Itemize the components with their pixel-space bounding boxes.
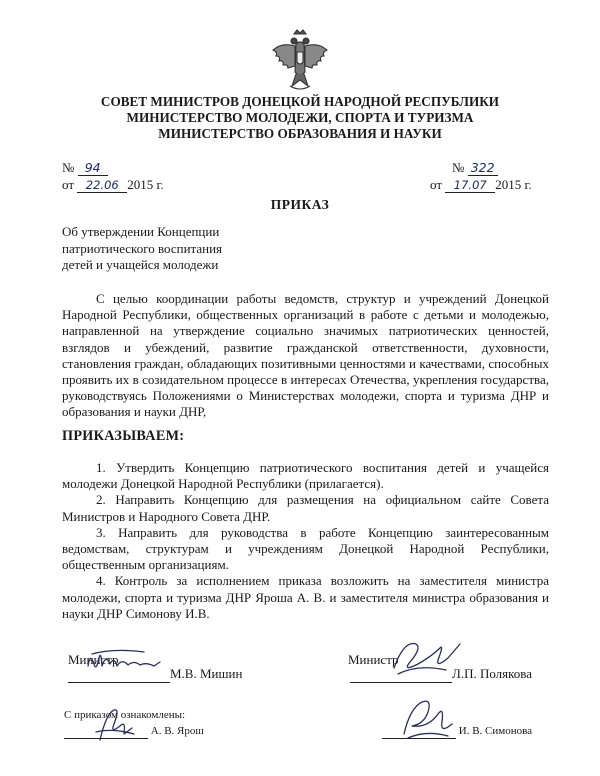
document-title: ПРИКАЗ xyxy=(270,197,330,212)
subject-line: патриотического воспитания xyxy=(62,240,223,256)
header-line-council: СОВЕТ МИНИСТРОВ ДОНЕЦКОЙ НАРОДНОЙ РЕСПУБЛИКИ xyxy=(100,94,500,109)
acknowledgement-label: С приказом ознакомлены: xyxy=(64,709,186,721)
right-signatory-name: Л.П. Полякова xyxy=(452,666,533,681)
right-handwritten-signature xyxy=(388,634,468,680)
orders-heading: ПРИКАЗЫВАЕМ: xyxy=(62,428,185,444)
header-line-youth-ministry: МИНИСТЕРСТВО МОЛОДЕЖИ, СПОРТА И ТУРИЗМА xyxy=(126,110,474,125)
order-item: 2. Направить Концепцию для размещения на официальном сайте Совета Министров и Народного Совета ДНР. xyxy=(62,492,549,524)
header-line-education-ministry: МИНИСТЕРСТВО ОБРАЗОВАНИЯ И НАУКИ xyxy=(158,126,442,141)
order-item: 4. Контроль за исполнением приказа возложить на заместителя министра молодежи, спорта и туризма ДНР Яроша А. В. и заместителя министра образования и науки ДНР Симонову И.В. xyxy=(62,573,549,621)
preamble xyxy=(62,291,549,421)
right-order-number-value: 322 xyxy=(468,161,498,176)
issuing-authority-header xyxy=(40,94,560,142)
ack-left-name: А. В. Ярош xyxy=(150,725,204,737)
left-order-date-value: 22.06 xyxy=(77,178,127,193)
ack-left-handwritten-signature xyxy=(92,704,142,746)
subject-line: детей и учащейся молодежи xyxy=(62,257,219,272)
order-subject xyxy=(62,224,222,274)
left-handwritten-signature xyxy=(84,644,174,678)
right-signatory-title: Министр xyxy=(348,652,399,667)
ack-right-handwritten-signature xyxy=(398,694,458,744)
order-items xyxy=(62,460,549,622)
left-order-number-value: 94 xyxy=(78,161,108,176)
subject-line: Об утверждении Концепции xyxy=(62,224,220,239)
left-order-number: № 94 xyxy=(62,159,108,176)
coat-of-arms-emblem xyxy=(270,28,330,96)
order-item: 3. Направить для руководства в работе Концепцию заинтересованным ведомствам, структурам и учреждениям Донецкой Народной Республики, общественным организациям. xyxy=(62,524,549,573)
right-order-date-value: 17.07 xyxy=(445,178,495,193)
order-item: 1. Утвердить Концепцию патриотического воспитания детей и учащейся молодежи Донецкой Народной Республики (прилагается). xyxy=(62,460,549,492)
left-order-date: от 22.06 2015 г. xyxy=(62,177,164,192)
left-signatory-title: Министр xyxy=(68,652,119,667)
ack-right-name: И. В. Симонова xyxy=(458,725,533,737)
right-order-number: № 322 xyxy=(452,159,498,176)
left-signatory-name: М.В. Мишин xyxy=(170,666,243,681)
preamble-text: С целью координации работы ведомств, структур и учреждений Донецкой Народной Республики, общественных организаций в работе с детьми и молодежью, направленной на утверждение социально значимых патриотических ценностей, взглядов и убеждений, развитие гражданской ответственности, духовности, становления граждан, обладающих позитивными ценностями и качествами, способных проявить их в созидательном процессе в интересах Отечества, укрепления государства, руководствуясь Положениями о Министерствах молодежи, спорта и туризма ДНР и образования и науки ДНР, xyxy=(62,291,549,420)
right-order-date: от 17.07 2015 г. xyxy=(430,177,532,192)
